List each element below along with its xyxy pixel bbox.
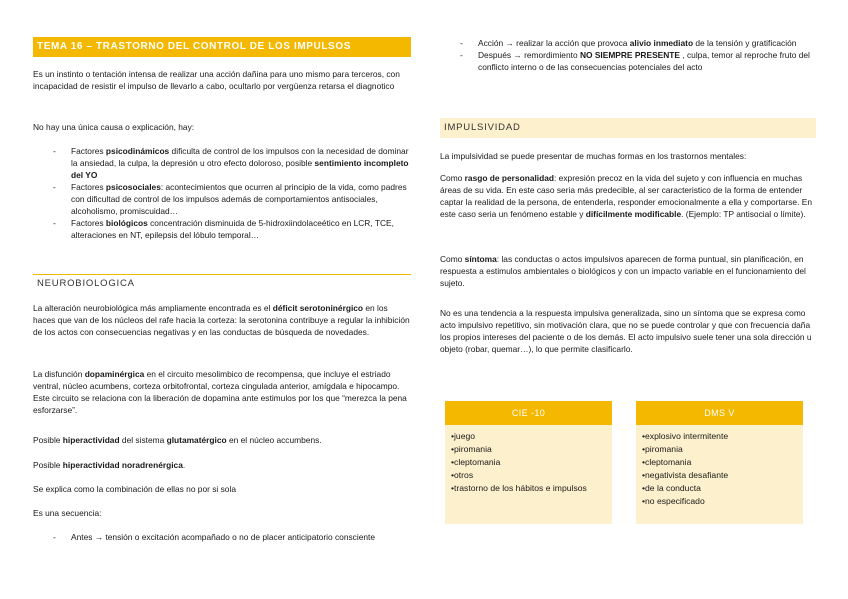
sequence-list-start: [33, 531, 411, 543]
intro-paragraph: Es un instinto o tentación intensa de realizar una acción dañina para uno mismo para terceros, con incapacidad de resistir el impulso de llevarlo a cabo, ocultarlo por vergüenza retarsa el diagnotico: [33, 69, 400, 91]
impulsividad-paragraph-3: Como síntoma: las conductas o actos impulsivos aparecen de forma puntual, sin planificación, en respuesta a estimulos ambientales o biológicos y con un impacto variable en el funcionamiento del sujeto.: [440, 254, 806, 288]
list-item: • otros: [451, 469, 606, 482]
section-heading-impulsividad: IMPULSIVIDAD: [440, 118, 816, 138]
dmsv-box: [636, 401, 803, 524]
page-title: TEMA 16 – TRASTORNO DEL CONTROL DE LOS IMPULSOS: [33, 37, 411, 57]
list-item: • piromania: [642, 443, 797, 456]
sequence-list-continued: [440, 37, 816, 73]
neuro-paragraph-5: Se explica como la combinación de ellas no por si sola: [33, 484, 236, 494]
factors-list: [33, 145, 411, 241]
section-heading-neurobiologica: NEUROBIOLOGICA: [33, 274, 411, 292]
neuro-paragraph-6: Es una secuencia:: [33, 508, 102, 518]
sequence-antes: - Antes → tensión o excitación acompañado o no de placer anticipatorio consciente: [33, 531, 411, 543]
neuro-paragraph-4: Posible hiperactividad noradrenérgica.: [33, 460, 186, 470]
dmsv-title: DMS V: [636, 401, 803, 425]
neuro-paragraph-1: La alteración neurobiológica más ampliamente encontrada es el déficit serotoninérgico en los haces que van de los núcleos del rafe hacia la corteza: la serotonina contribuye a regular la inhibición de los actos con consecuencias negativas y en las conductas de búsqueda de novedades.: [33, 303, 410, 337]
cie10-title: CIE -10: [445, 401, 612, 425]
list-item: • piromania: [451, 443, 606, 456]
list-item: • trastorno de los hábitos e impulsos: [451, 482, 606, 495]
cie10-box: [445, 401, 612, 524]
factor-psicosociales: - Factores psicosociales: acontecimientos que ocurren al principio de la vida, como padres con dificultad de control de los impulsos además de comportamientos antisociales, alcoholismo, promiscuidad…: [33, 181, 411, 217]
list-item: • cleptomania: [451, 456, 606, 469]
list-item: • cleptomania: [642, 456, 797, 469]
impulsividad-paragraph-4: No es una tendencia a la respuesta impulsiva generalizada, sino un síntoma que se expresa como acto impulsivo repetitivo, sin motivación clara, que no se puede controlar y que con frecuencia daña los propios intereses del paciente o de los demás. El acto impulsivo suele tener una sola dirección u objeto (robar, quemar…), lo que permite clasificarlo.: [440, 308, 812, 354]
list-item: • negativista desafiante: [642, 469, 797, 482]
list-item: • no especificado: [642, 495, 797, 508]
list-item: • de la conducta: [642, 482, 797, 495]
factor-psicodinamicos: - Factores psicodinámicos dificulta de control de los impulsos con la necesidad de dominar la ansiedad, la culpa, la depresión u otro efecto doloroso, posible sentimiento incompleto del YO: [33, 145, 411, 181]
list-item: • juego: [451, 430, 606, 443]
sequence-despues: - Después → remordimiento NO SIEMPRE PRESENTE , culpa, temor al reproche fruto del conflicto interno o de las consecuencias potenciales del acto: [440, 49, 816, 73]
neuro-paragraph-3: Posible hiperactividad del sistema glutamatérgico en el núcleo accumbens.: [33, 435, 322, 445]
factor-biologicos: - Factores biológicos concentración disminuida de 5-hidroxiindolaceético en LCR, TCE, alteraciones en NT, epilepsis del lóbulo temporal…: [33, 217, 411, 241]
list-item: • explosivo intermitente: [642, 430, 797, 443]
sequence-accion: - Acción → realizar la acción que provoca alivio inmediato de la tensión y gratificación: [440, 37, 816, 49]
impulsividad-paragraph-2: Como rasgo de personalidad: expresión precoz en la vida del sujeto y con influencia en muchas áreas de su vida. En este caso seria más predecible, al ser caracteristico de la forma de entender captar la realidad de la persona, de entenderla, responder emocionalmente a ella y comportarse. En este caso seria un fenómeno estable y difícilmente modificable. (Ejemplo: TP antisocial o límite).: [440, 173, 812, 219]
causes-intro: No hay una única causa o explicación, hay:: [33, 122, 195, 132]
neuro-paragraph-2: La disfunción dopaminérgica en el circuito mesolimbico de recompensa, que incluye el estriado ventral, núcleo acumbens, corteza orbitofrontal, corteza cingulada anterior, amígdala e hipocampo. Este circuito se relaciona con la liberación de dopamina ante estimulos por los que “merezca la pena esforzarse”.: [33, 369, 407, 415]
impulsividad-paragraph-1: La impulsividad se puede presentar de muchas formas en los trastornos mentales:: [440, 151, 747, 161]
